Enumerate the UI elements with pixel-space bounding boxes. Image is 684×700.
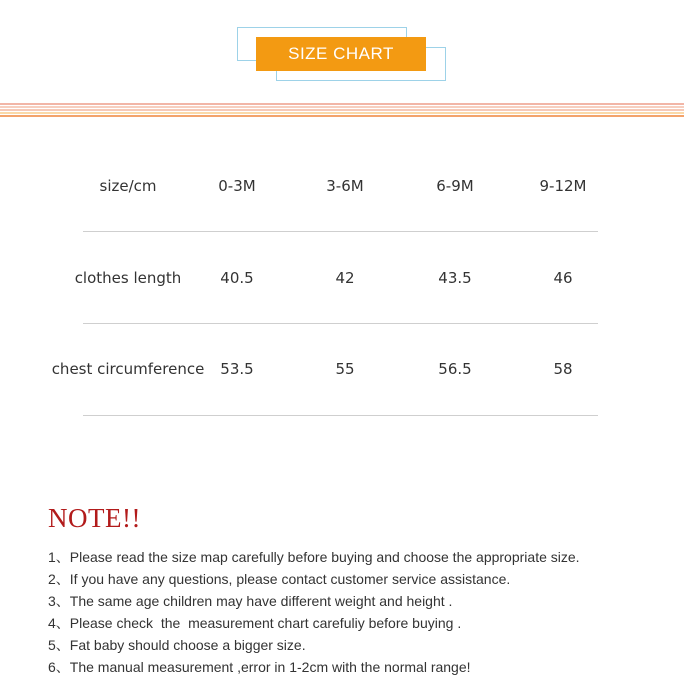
- stripe: [0, 112, 684, 114]
- note-list: [48, 546, 668, 678]
- stripe: [0, 103, 684, 105]
- row-label: chest circumference: [51, 360, 205, 378]
- table-cell: 46: [553, 269, 573, 287]
- table-cell: 43.5: [438, 269, 472, 287]
- note-title: NOTE!!: [48, 503, 141, 533]
- note-item: 6、The manual measurement ,error in 1-2cm with the normal range!: [48, 659, 471, 675]
- table-header-row: [0, 140, 684, 232]
- size-chart-header: [0, 0, 684, 120]
- note-item: 3、The same age children may have different weight and height .: [48, 593, 453, 609]
- table-cell: 42: [335, 269, 355, 287]
- table-cell: 58: [553, 360, 573, 378]
- header-cell: 6-9M: [436, 177, 474, 195]
- header-cell: 3-6M: [326, 177, 364, 195]
- table-cell: 55: [335, 360, 355, 378]
- note-item: 1、Please read the size map carefully before buying and choose the appropriate size.: [48, 549, 580, 565]
- stripe: [0, 109, 684, 111]
- header-cell: 0-3M: [218, 177, 256, 195]
- table-row: [0, 323, 684, 415]
- row-label: clothes length: [74, 269, 182, 287]
- stripe: [0, 115, 684, 117]
- note-item: 5、Fat baby should choose a bigger size.: [48, 637, 306, 653]
- stripe: [0, 106, 684, 108]
- header-cell: size/cm: [99, 177, 157, 195]
- header-cell: 9-12M: [539, 177, 587, 195]
- decorative-stripes: [0, 103, 684, 117]
- size-chart-banner: SIZE CHART: [256, 37, 426, 71]
- table-divider: [83, 415, 598, 416]
- note-item: 2、If you have any questions, please contact customer service assistance.: [48, 571, 511, 587]
- note-item: 4、Please check the measurement chart carefuliy before buying .: [48, 615, 462, 631]
- table-cell: 53.5: [220, 360, 254, 378]
- table-cell: 40.5: [220, 269, 254, 287]
- table-row: [0, 232, 684, 324]
- table-cell: 56.5: [438, 360, 472, 378]
